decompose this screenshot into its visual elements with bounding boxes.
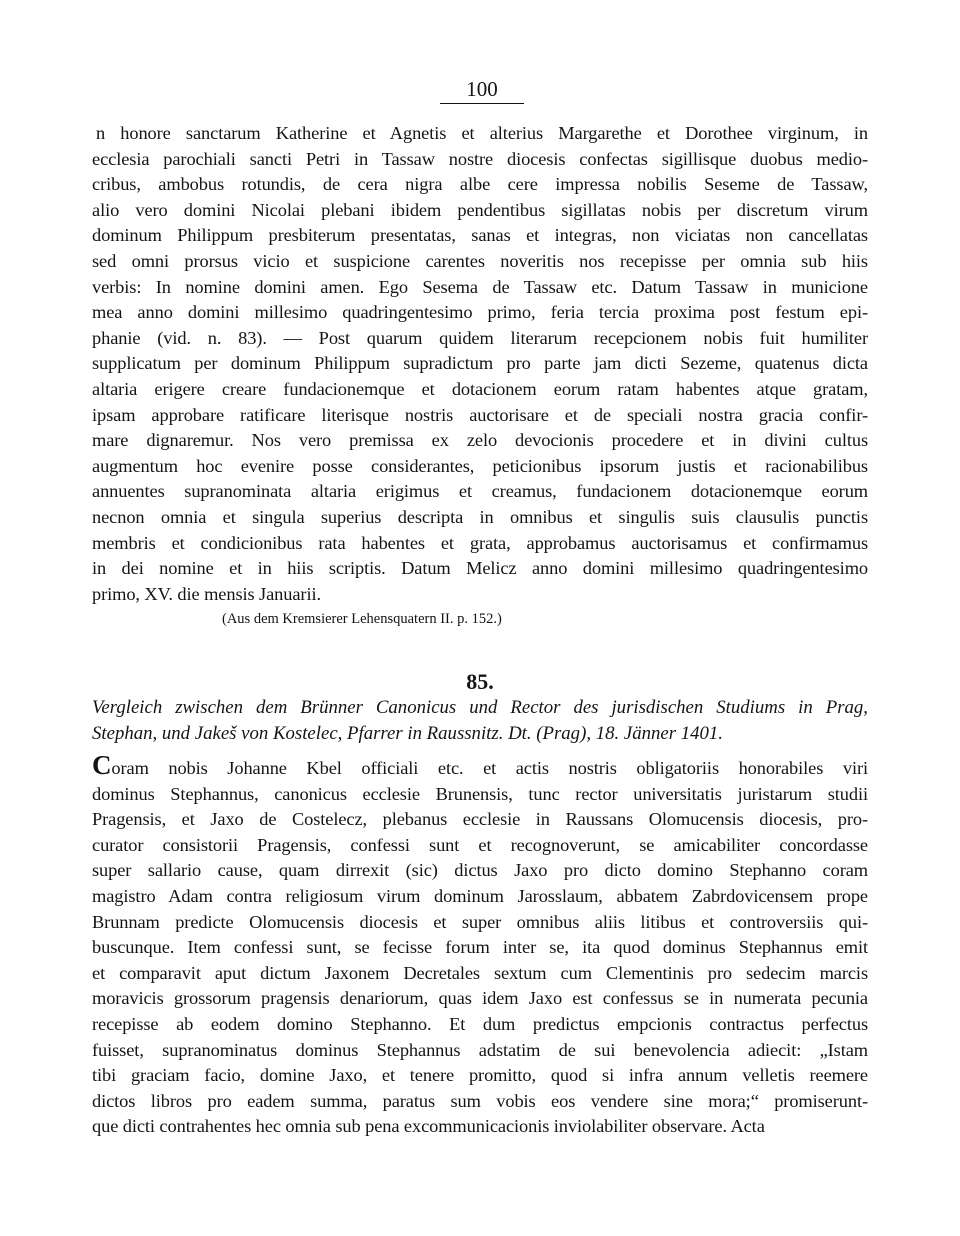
text-line: n honore sanctarum Katherine et Agnetis et alterius Margarethe et Dorothee virginum, in [96, 123, 868, 143]
text-line: curator consistorii Pragensis, confessi sunt et recognoverunt, se amicabiliter concordasse [92, 834, 868, 855]
source-note: (Aus dem Kremsierer Lehensquatern II. p. 152.) [222, 611, 502, 627]
text-line: annuentes supranominata altaria erigimus et creamus, fundacionem dotacionemque eorum [92, 481, 868, 502]
text-line: cribus, ambobus rotundis, de cera nigra albe cere impressa nobilis Seseme de Tassaw, [92, 174, 868, 195]
text-line: augmentum hoc evenire posse considerantes, peticionibus ipsorum justis et racionabilibus [92, 455, 868, 476]
initial-letter: C [92, 750, 112, 780]
text-line: buscunque. Item confessi sunt, se fecisse forum inter se, ita quod dominus Stephannus emit [92, 937, 868, 958]
document-two-text [92, 750, 868, 1140]
text-line: dictos libros pro eadem summa, paratus sum vobis eos vendere sine mora;“ promiserunt- [92, 1090, 868, 1111]
text-line: altaria erigere creare fundacionemque et dotacionem eorum ratam habentes atque gratam, [92, 378, 868, 399]
text-line: tibi graciam facio, domine Jaxo, et tenere promitto, quod si infra annum velletis reemere [92, 1065, 868, 1086]
page-number: 100 [466, 77, 498, 101]
document-regest [92, 695, 868, 747]
text-line: ipsam approbare ratificare literisque nostris auctorisare et de speciali nostra gracia confir- [92, 404, 868, 425]
text-line: Brunnam predicte Olomucensis diocesis et super omnibus aliis litibus et controversiis qui- [92, 911, 868, 932]
text-line: in dei nomine et in hiis scriptis. Datum Melicz anno domini millesimo quadringentesimo [92, 558, 868, 579]
text-line: magistro Adam contra religiosum virum dominum Jarosslaum, abbatem Zabrdovicensem prope [92, 885, 868, 906]
text-line: membris et condicionibus rata habentes et grata, approbamus auctorisamus et confirmamus [92, 532, 868, 553]
text-line: et comparavit aput dictum Jaxonem Decretales sextum cum Clementinis pro sedecim marcis [92, 962, 868, 983]
text-line: dominus Stephannus, canonicus ecclesie Brunensis, tunc rector universitatis juristarum studii [92, 783, 868, 804]
text-line: fuisset, supranominatus dominus Stephannus adstatim de sui benevolencia adiecit: „Istam [92, 1039, 868, 1060]
text-line: que dicti contrahentes hec omnia sub pena excommunicacionis inviolabiliter observare. Acta [92, 1116, 765, 1137]
text-line: alio vero domini Nicolai plebani ibidem pendentibus sigillatas nobis per discretum virum [92, 199, 868, 220]
text-line: Vergleich zwischen dem Brünner Canonicus und Rector des jurisdischen Studiums in Prag, [92, 697, 868, 718]
text-line: phanie (vid. n. 83). — Post quarum quidem literarum recepcionem nobis fuit humiliter [92, 327, 868, 348]
text-line: ecclesia parochiali sancti Petri in Tassaw nostre diocesis confectas sigillisque duobus medio- [92, 148, 868, 169]
text-line: verbis: In nomine domini amen. Ego Sesema de Tassaw etc. Datum Tassaw in municione [92, 276, 868, 297]
text-line: Pragensis, et Jaxo de Costelecz, plebanus ecclesie in Raussans Olomucensis diocesis, pro- [92, 809, 868, 830]
text-line: super sallario cause, quam dirrexit (sic) dictus Jaxo pro dicto domino Stephanno coram [92, 860, 868, 881]
text-line: Coram nobis Johanne Kbel officiali etc. et actis nostris obligatoriis honorabiles viri [92, 750, 868, 780]
document-number: 85. [466, 669, 494, 694]
page-number-rule [440, 103, 524, 104]
text-line: recepisse ab eodem domino Stephanno. Et dum predictus empcionis contractus perfectus [92, 1013, 868, 1034]
text-line: Stephan, und Jakeš von Kostelec, Pfarrer in Raussnitz. Dt. (Prag), 18. Jänner 1401. [92, 723, 723, 744]
text-line: supplicatum per dominum Philippum supradictum pro parte jam dicti Sezeme, quatenus dicta [92, 353, 868, 374]
text-line: mea anno domini millesimo quadringentesimo primo, feria tercia proxima post festum epi- [92, 302, 868, 323]
text-line: necnon omnia et singula superius descripta in omnibus et singulis suis clausulis punctis [92, 506, 868, 527]
text-line: primo, XV. die mensis Januarii. [92, 583, 321, 604]
text-line: moravicis grossorum pragensis denariorum, quas idem Jaxo est confessus se in numerata pecunia [92, 988, 868, 1009]
document-one-text [92, 121, 868, 607]
text-line: sed omni prorsus vicio et suspicione carentes noveritis nos recepisse per omnia sub hiis [92, 250, 868, 271]
text-line: dominum Philippum presbiterum presentatas, sanas et integras, non viciatas non cancellatas [92, 225, 868, 246]
text-line: mare dignaremur. Nos vero premissa ex zelo devocionis procedere et in divini cultus [92, 430, 868, 451]
